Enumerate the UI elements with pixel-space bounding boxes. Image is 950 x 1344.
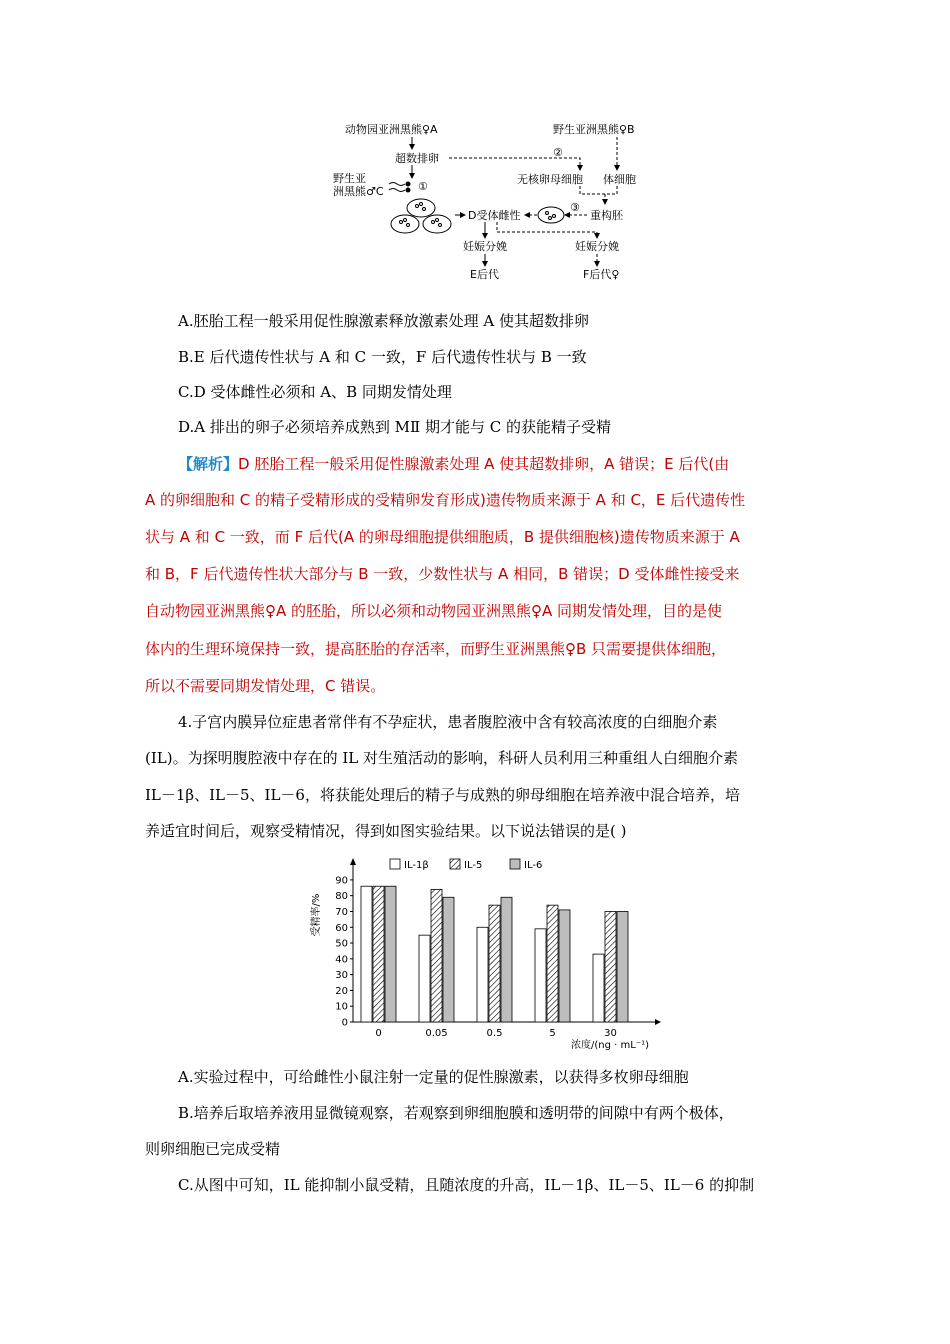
x-tick-label: 0.5 [486, 1028, 503, 1039]
y-axis-label: 受精率/% [311, 893, 322, 937]
legend-swatch-IL-6 [510, 859, 520, 869]
y-tick-label: 50 [335, 938, 348, 950]
y-tick-label: 0 [341, 1017, 348, 1029]
somatic-cell-label: 体细胞 [603, 173, 636, 186]
x-tick-label: 0.05 [425, 1028, 448, 1039]
bar-IL-6-5 [559, 910, 570, 1022]
analysis-line-1-text: D 胚胎工程一般采用促性腺激素处理 A 使其超数排卵，A 错误；E 后代(由 [238, 455, 730, 473]
analysis-line-7: 所以不需要同期发情处理，C 错误。 [145, 677, 386, 695]
sperm-icon [389, 182, 410, 192]
y-tick-label: 90 [335, 875, 348, 887]
x-tick-label: 0 [375, 1028, 382, 1039]
analysis-line-3: 状与 A 和 C 一致，而 F 后代(A 的卵母细胞提供细胞质，B 提供细胞核)遗传物质来源于 A [145, 528, 740, 546]
reconstructed-embryo-label: 重构胚 [590, 209, 623, 222]
bar-IL-6-0 [385, 886, 396, 1022]
wild-bear-c-label-2: 洲黑熊♂C [333, 185, 384, 198]
step-2-label: ② [553, 146, 563, 159]
q4-option-b-line-1: B.培养后取培养液用显微镜观察，若观察到卵细胞膜和透明带的间隙中有两个极体， [178, 1104, 734, 1122]
bar-IL-6-0.5 [501, 897, 512, 1022]
arrow-superovulation-to-oocyte [449, 158, 580, 170]
superovulation-label: 超数排卵 [395, 152, 439, 165]
offspring-f-label: F后代♀ [583, 268, 620, 281]
pregnancy-left-label: 妊娠分娩 [463, 240, 507, 253]
legend-swatch-IL-5 [450, 859, 460, 869]
bar-IL-1β-0.05 [419, 935, 430, 1022]
analysis-line-1 [178, 454, 729, 474]
wild-bear-c-label-1: 野生亚 [333, 172, 366, 185]
analysis-line-2: A 的卵细胞和 C 的精子受精形成的受精卵发育形成)遗传物质来源于 A 和 C，E 后代遗传性 [145, 491, 746, 509]
bar-IL-1β-0 [361, 886, 372, 1022]
bar-IL-5-0.5 [489, 905, 500, 1022]
analysis-line-5: 自动物园亚洲黑熊♀A 的胚胎，所以必须和动物园亚洲黑熊♀A 同期发情处理，目的是使 [145, 602, 723, 620]
arrow-to-reconstructed-embryo [580, 186, 617, 204]
recipient-label: D受体雌性 [468, 209, 521, 222]
q3-option-d: D.A 排出的卵子必须培养成熟到 MⅡ 期才能与 C 的获能精子受精 [178, 418, 611, 436]
bar-IL-1β-0.5 [477, 927, 488, 1022]
y-tick-label: 40 [335, 954, 348, 966]
analysis-line-4: 和 B，F 后代遗传性状大部分与 B 一致，少数性状与 A 相同，B 错误；D 受体雌性接受来 [145, 565, 740, 583]
flow-diagram [325, 112, 670, 290]
zoo-bear-label: 动物园亚洲黑熊♀A [345, 123, 438, 136]
chart-svg [305, 855, 670, 1055]
q4-line-3: IL－1β、IL－5、IL－6，将获能处理后的精子与成熟的卵母细胞在培养液中混合培养，培 [145, 786, 740, 804]
y-tick-label: 70 [335, 906, 348, 918]
bar-IL-5-0.05 [431, 889, 442, 1022]
bar-IL-1β-5 [535, 929, 546, 1022]
q4-option-a: A.实验过程中，可给雌性小鼠注射一定量的促性腺激素，以获得多枚卵母细胞 [178, 1068, 689, 1086]
step-1-label: ① [418, 180, 428, 193]
y-tick-label: 30 [335, 970, 348, 982]
legend-label: IL-6 [524, 860, 543, 871]
x-axis-arrow [655, 1019, 661, 1025]
y-tick-label: 20 [335, 985, 348, 997]
flow-diagram-svg [325, 112, 670, 290]
q4-option-b-line-2: 则卵细胞已完成受精 [145, 1140, 281, 1158]
offspring-e-label: E后代 [470, 268, 499, 281]
q4-option-c: C.从图中可知，IL 能抑制小鼠受精，且随浓度的升高，IL－1β、IL－5、IL－6 的抑制 [178, 1176, 755, 1194]
legend-label: IL-5 [464, 860, 483, 871]
q4-line-4: 养适宜时间后，观察受精情况，得到如图实验结果。以下说法错误的是( ) [145, 822, 627, 840]
analysis-line-6: 体内的生理环境保持一致，提高胚胎的存活率，而野生亚洲黑熊♀B 只需要提供体细胞， [145, 640, 727, 658]
bar-IL-5-5 [547, 905, 558, 1022]
bar-IL-6-30 [617, 911, 628, 1022]
bar-IL-5-30 [605, 911, 616, 1022]
step-3-label: ③ [570, 201, 580, 214]
y-axis-arrow [350, 858, 356, 865]
q4-line-1: 4.子宫内膜异位症患者常伴有不孕症状，患者腹腔液中含有较高浓度的白细胞介素 [178, 713, 718, 731]
x-tick-label: 5 [549, 1028, 556, 1039]
arrow-recipient-to-pregnancy-right [497, 222, 597, 238]
q3-option-c: C.D 受体雌性必须和 A、B 同期发情处理 [178, 383, 452, 401]
y-tick-label: 60 [335, 922, 348, 934]
q4-line-2: (IL)。为探明腹腔液中存在的 IL 对生殖活动的影响，科研人员利用三种重组人白细胞介素 [145, 749, 739, 767]
bar-IL-5-0 [373, 886, 384, 1022]
analysis-tag: 【解析】 [178, 455, 239, 473]
embryo-culture-icon [538, 207, 564, 223]
enucleated-oocyte-label: 无核卵母细胞 [517, 173, 583, 186]
bar-IL-6-0.05 [443, 897, 454, 1022]
fertilization-rate-chart [305, 855, 670, 1055]
bar-IL-1β-30 [593, 954, 604, 1022]
x-axis-label: 浓度/(ng · mL⁻¹) [571, 1040, 649, 1051]
legend-swatch-IL-1β [390, 859, 400, 869]
y-tick-label: 80 [335, 891, 348, 903]
legend-label: IL-1β [404, 860, 429, 871]
q3-option-a: A.胚胎工程一般采用促性腺激素释放激素处理 A 使其超数排卵 [178, 312, 589, 330]
y-tick-label: 10 [335, 1001, 348, 1013]
pregnancy-right-label: 妊娠分娩 [575, 240, 619, 253]
q3-option-b: B.E 后代遗传性状与 A 和 C 一致，F 后代遗传性状与 B 一致 [178, 348, 587, 366]
embryo-cluster-icon [391, 199, 451, 233]
wild-bear-b-label: 野生亚洲黑熊♀B [553, 123, 635, 136]
x-tick-label: 30 [604, 1028, 617, 1039]
